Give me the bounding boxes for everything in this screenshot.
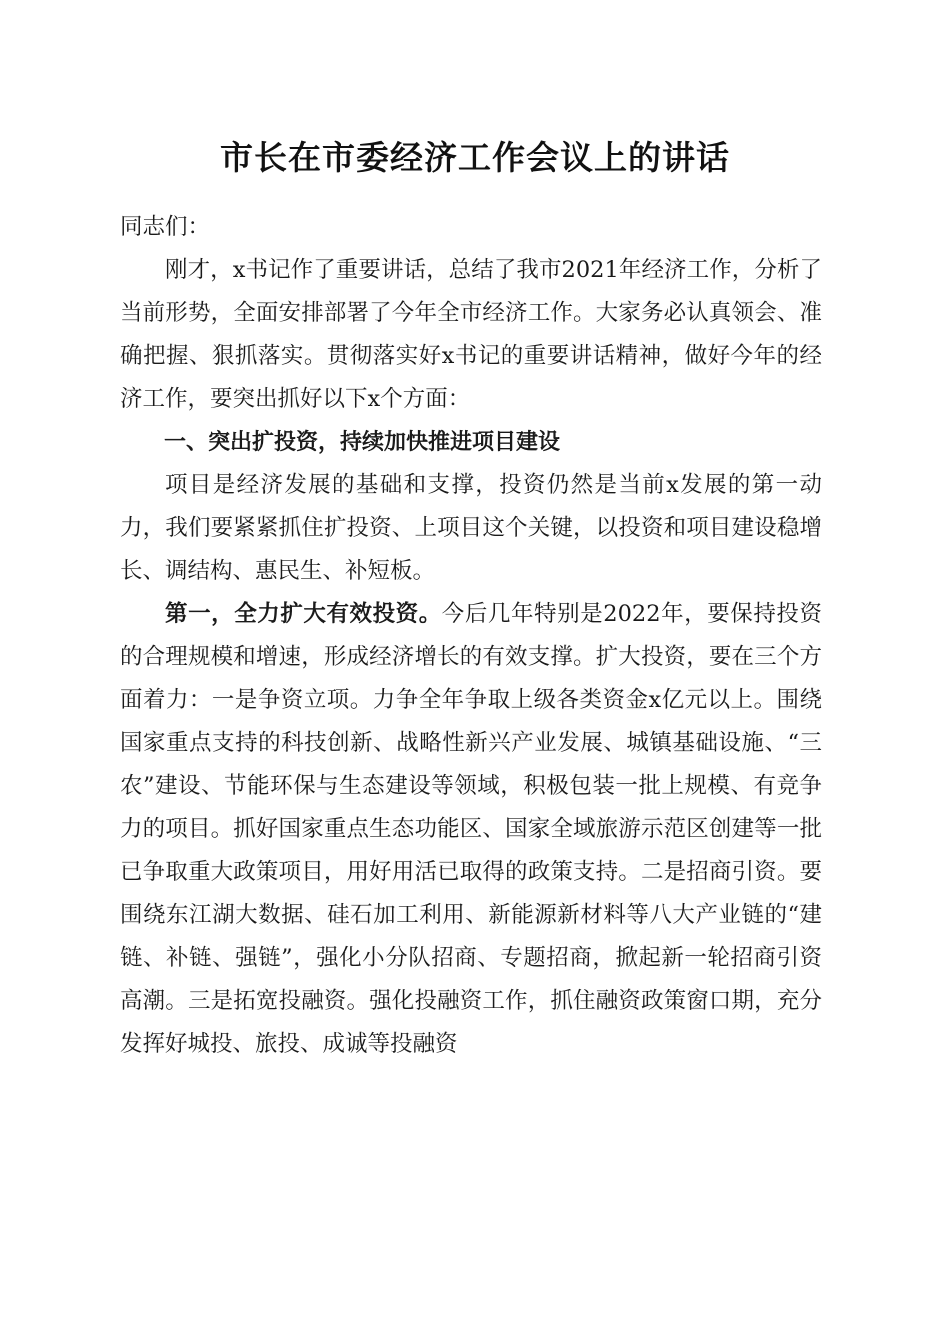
point-1-lead: 第一，全力扩大有效投资。 [165, 601, 442, 627]
section-heading-1: 一、突出扩投资，持续加快推进项目建设 [164, 430, 561, 455]
document-body [120, 206, 822, 1066]
intro-paragraph: 刚才，x书记作了重要讲话，总结了我市2021年经济工作，分析了当前形势，全面安排部署了今年全市经济工作。大家务必认真领会、准确把握、狠抓落实。贯彻落实好x书记的重要讲话精神，做好今年的经济工作，要突出抓好以下x个方面： [120, 257, 822, 412]
section-1-intro-paragraph: 项目是经济发展的基础和支撑，投资仍然是当前x发展的第一动力，我们要紧紧抓住扩投资、上项目这个关键，以投资和项目建设稳增长、调结构、惠民生、补短板。 [120, 472, 822, 584]
document-title: 市长在市委经济工作会议上的讲话 [220, 138, 730, 177]
point-1-text: 今后几年特别是2022年，要保持投资的合理规模和增速，形成经济增长的有效支撑。扩大投资，要在三个方面着力：一是争资立项。力争全年争取上级各类资金x亿元以上。围绕国家重点支持的科技创新、战略性新兴产业发展、城镇基础设施、“三农”建设、节能环保与生态建设等领域，积极包装一批上规模、有竞争力的项目。抓好国家重点生态功能区、国家全域旅游示范区创建等一批已争取重大政策项目，用好用活已取得的政策支持。二是招商引资。要围绕东江湖大数据、硅石加工利用、新能源新材料等八大产业链的“建链、补链、强链”，强化小分队招商、专题招商，掀起新一轮招商引资高潮。三是拓宽投融资。强化投融资工作，抓住融资政策窗口期，充分发挥好城投、旅投、成诚等投融资 [120, 601, 822, 1057]
point-1-paragraph [120, 593, 822, 1066]
salutation: 同志们： [120, 214, 211, 240]
